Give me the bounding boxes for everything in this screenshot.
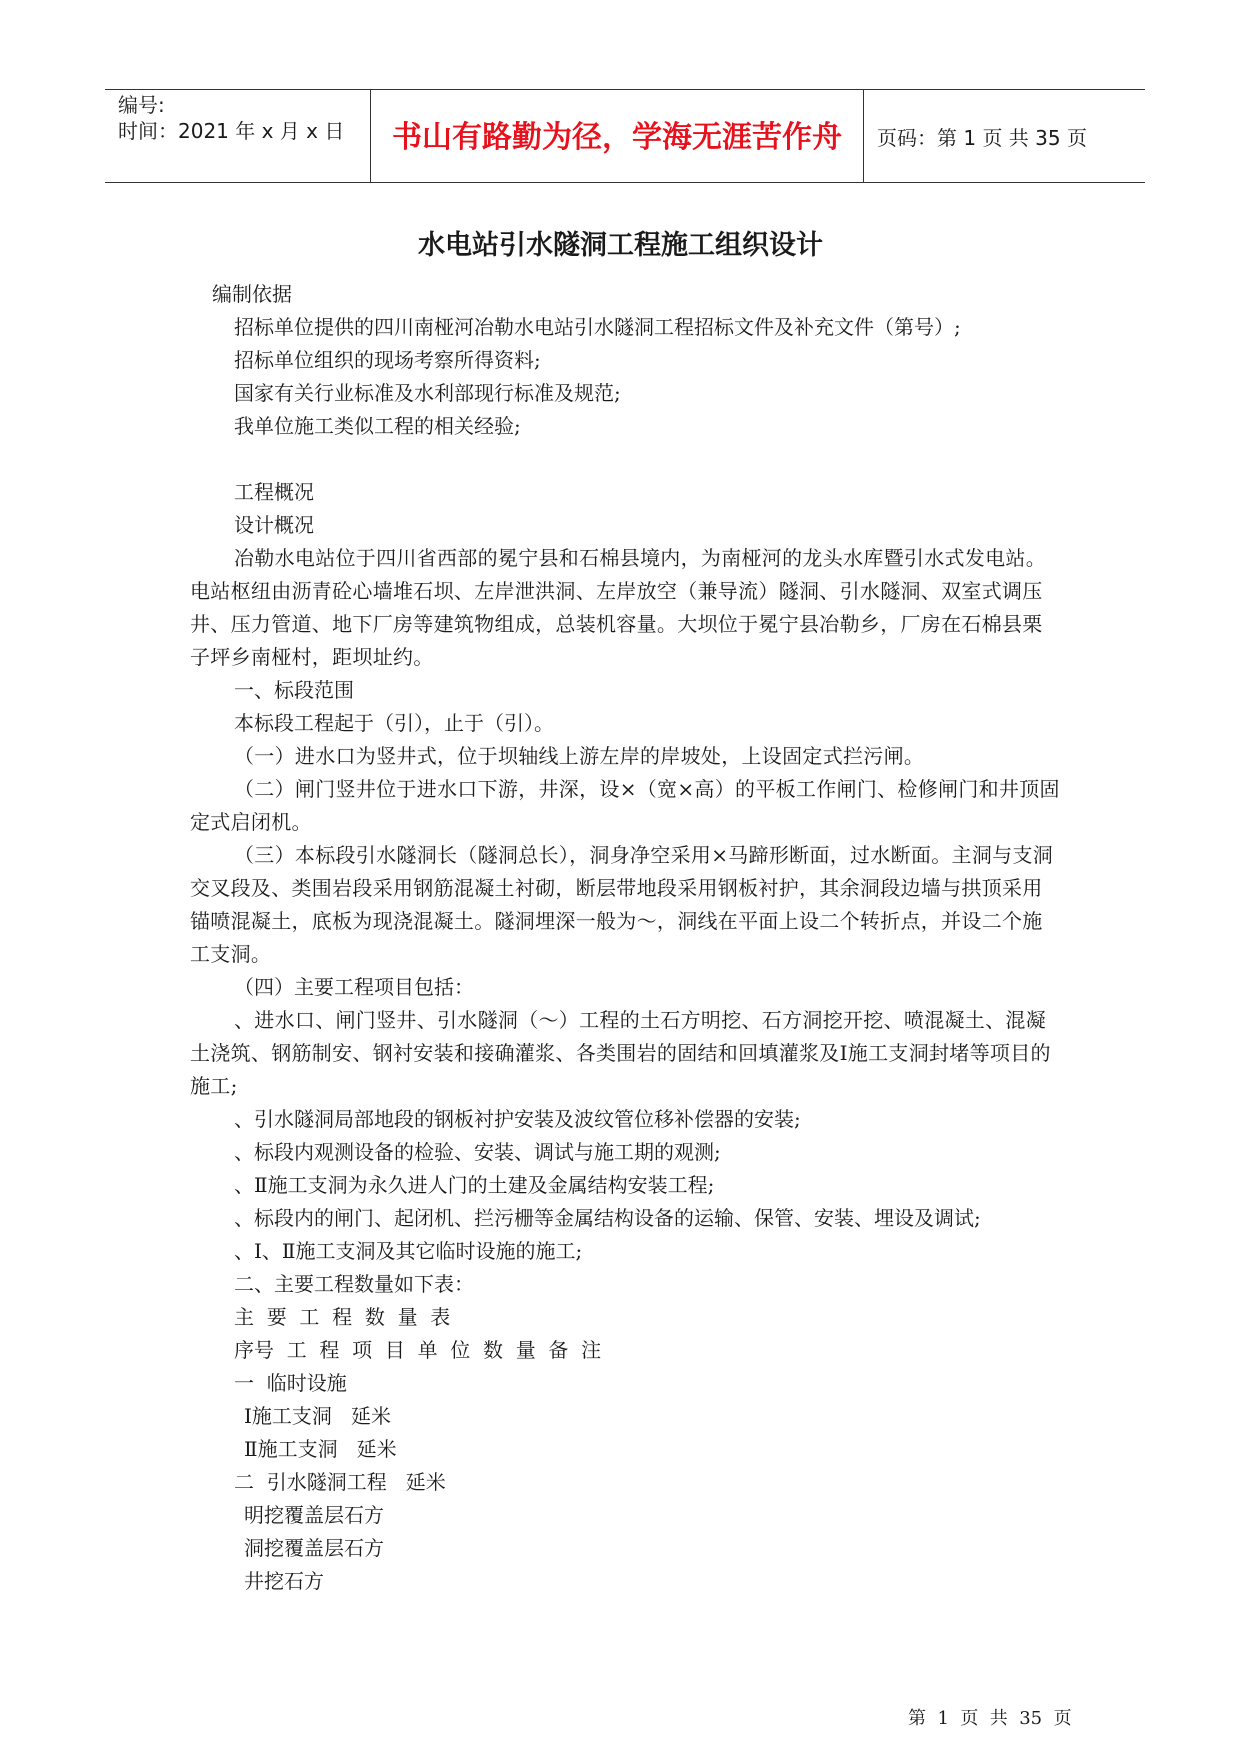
work-item: 、标段内观测设备的检验、安装、调试与施工期的观测; — [234, 1140, 721, 1164]
quantity-table-header: 序号 工 程 项 目 单 位 数 量 备 注 — [234, 1338, 602, 1362]
quantity-table-row: 二 引水隧洞工程 延米 — [234, 1470, 446, 1494]
basis-item: 我单位施工类似工程的相关经验; — [234, 414, 521, 438]
section-heading-overview: 工程概况 — [234, 480, 314, 504]
header-page-number: 页码：第 1 页 共 35 页 — [877, 126, 1087, 150]
header-divider-left — [370, 89, 371, 183]
basis-item: 招标单位组织的现场考察所得资料; — [234, 348, 541, 372]
quantity-table-row: 一 临时设施 — [234, 1371, 347, 1395]
section-heading-basis: 编制依据 — [212, 282, 292, 306]
quantity-table-row: 明挖覆盖层石方 — [244, 1503, 384, 1527]
scope-item: （三）本标段引水隧洞长（隧洞总长），洞身净空采用×马蹄形断面，过水断面。主洞与支洞交叉段及、类围岩段采用钢筋混凝土衬砌，断层带地段采用钢板衬护，其余洞段边墙与拱顶采用锚喷混凝土，底板为现浇混凝土。隧洞埋深一般为～，洞线在平面上设二个转折点，并设二个施工支洞。 — [190, 843, 1054, 966]
quantity-heading: 二、主要工程数量如下表： — [234, 1272, 474, 1296]
work-item: 、标段内的闸门、起闭机、拦污栅等金属结构设备的运输、保管、安装、埋设及调试; — [234, 1206, 981, 1230]
header-meta — [118, 92, 344, 144]
paragraph-block — [0, 542, 1241, 674]
spacer — [0, 443, 1241, 476]
quantity-table-row: 井挖石方 — [244, 1569, 324, 1593]
document-time-label: 时间：2021 年 x 月 x 日 — [118, 119, 345, 143]
document-title: 水电站引水隧洞工程施工组织设计 — [418, 230, 823, 261]
work-item: 、Ⅱ施工支洞为永久进人门的土建及金属结构安装工程; — [234, 1173, 715, 1197]
scope-item: （二）闸门竖井位于进水口下游，井深，设×（宽×高）的平板工作闸门、检修闸门和井顶固定式启闭机。 — [190, 777, 1060, 834]
work-item: 、进水口、闸门竖井、引水隧洞（～）工程的土石方明挖、石方洞挖开挖、喷混凝土、混凝土浇筑、钢筋制安、钢衬安装和接确灌浆、各类围岩的固结和回填灌浆及Ⅰ施工支洞封堵等项目的施工; — [190, 1008, 1051, 1098]
scope-heading: 一、标段范围 — [234, 678, 354, 702]
basis-item: 招标单位提供的四川南桠河冶勒水电站引水隧洞工程招标文件及补充文件（第号）; — [234, 315, 961, 339]
header-top-rule — [105, 89, 1145, 90]
subsection-heading-design: 设计概况 — [234, 513, 314, 537]
quantity-table-row: Ⅰ施工支洞 延米 — [244, 1404, 391, 1428]
header-divider-right — [863, 89, 864, 183]
work-item: 、引水隧洞局部地段的钢板衬护安装及波纹管位移补偿器的安装; — [234, 1107, 801, 1131]
document-body — [0, 278, 1241, 1598]
overview-paragraph: 冶勒水电站位于四川省西部的冕宁县和石棉县境内，为南桠河的龙头水库暨引水式发电站。电站枢纽由沥青砼心墙堆石坝、左岸泄洪洞、左岸放空（兼导流）隧洞、引水隧洞、双室式调压井、压力管道、地下厂房等建筑物组成，总装机容量。大坝位于冕宁县冶勒乡，厂房在石棉县栗子坪乡南桠村，距坝址约。 — [190, 546, 1046, 669]
scope-intro: 本标段工程起于（引），止于（引）。 — [234, 711, 554, 735]
header-bottom-rule — [105, 182, 1145, 183]
work-item: 、Ⅰ、Ⅱ施工支洞及其它临时设施的施工; — [234, 1239, 583, 1263]
document-number-label: 编号: — [118, 93, 165, 117]
quantity-table-row: 洞挖覆盖层石方 — [244, 1536, 384, 1560]
paragraph-block — [0, 1004, 1241, 1103]
paragraph-block — [0, 740, 1241, 971]
basis-item: 国家有关行业标准及水利部现行标准及规范; — [234, 381, 621, 405]
header-motto: 书山有路勤为径，学海无涯苦作舟 — [392, 120, 842, 155]
quantity-table-row: Ⅱ施工支洞 延米 — [244, 1437, 397, 1461]
quantity-table-title: 主 要 工 程 数 量 表 — [234, 1305, 451, 1329]
footer-page-number: 第 1 页 共 35 页 — [908, 1708, 1072, 1729]
scope-item: （一）进水口为竖井式，位于坝轴线上游左岸的岸坡处，上设固定式拦污闸。 — [234, 744, 925, 768]
scope-item: （四）主要工程项目包括： — [234, 975, 474, 999]
